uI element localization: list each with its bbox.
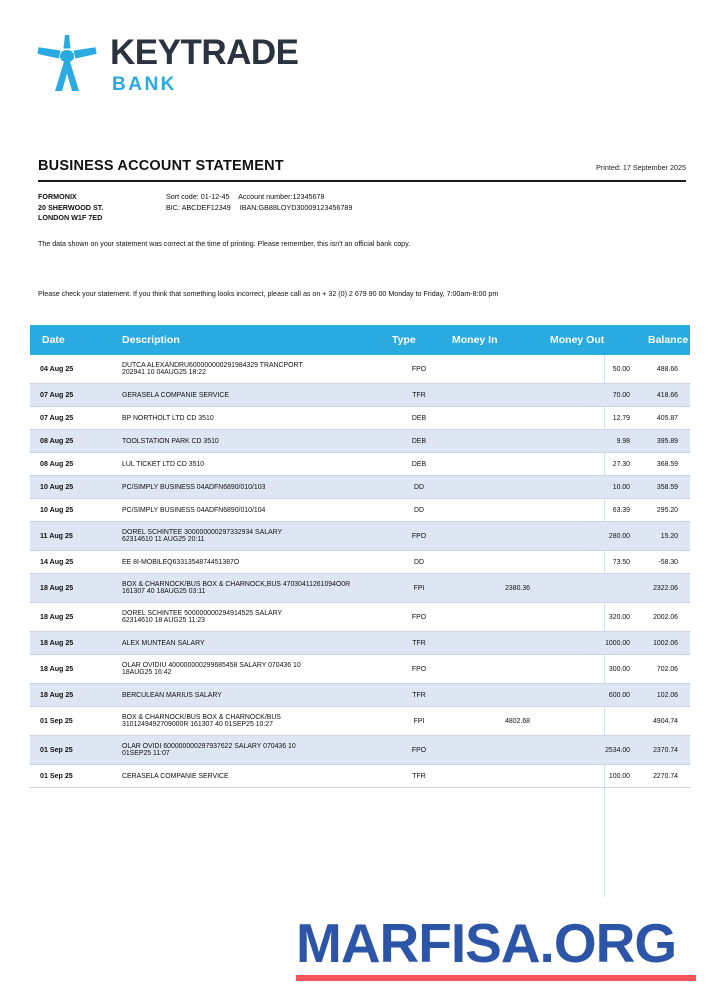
cell-money-out: 10.00	[544, 476, 648, 499]
cell-type: DD	[392, 476, 446, 499]
cell-money-out: 12.79	[544, 407, 648, 430]
brand-header-band	[0, 0, 332, 144]
description-line-1: ALEX MUNTEAN SALARY	[122, 639, 205, 647]
holder-address-line2: LONDON W1F 7ED	[38, 213, 103, 223]
title-divider	[38, 180, 686, 182]
watermark-text: MARFISA.ORG	[296, 912, 677, 974]
cell-type: FPO	[392, 736, 446, 765]
cell-date: 08 Aug 25	[30, 430, 114, 453]
table-header-row	[30, 325, 690, 355]
description-line-1: BOX & CHARNOCK/BUS BOX & CHARNOCK,BUS 47030411261094O0R	[122, 581, 351, 588]
cell-money-out: 100.00	[544, 765, 648, 788]
cell-date: 18 Aug 25	[30, 632, 114, 655]
holder-name: FORMONIX	[38, 192, 77, 201]
column-header-description: Description	[114, 325, 392, 355]
table-row	[30, 603, 690, 632]
cell-money-in	[446, 522, 544, 551]
cell-description	[114, 551, 392, 574]
table-row	[30, 551, 690, 574]
cell-balance: 368.59	[648, 453, 690, 476]
cell-balance: 1002.06	[648, 632, 690, 655]
description-line-1: CERASELA COMPANIE SERVICE	[122, 772, 229, 780]
cell-money-in	[446, 765, 544, 788]
site-watermark	[296, 912, 708, 981]
sort-code: Sort code: 01-12-45	[166, 192, 230, 201]
description-line-1: DOREL SCHINTEE 300000000297332934 SALARY	[122, 529, 283, 536]
column-header-money-out: Money Out	[544, 325, 648, 355]
transactions-table-head	[30, 325, 690, 355]
cell-date: 01 Sep 25	[30, 736, 114, 765]
table-row	[30, 407, 690, 430]
description-line-2: 18AUG25 16:42	[122, 669, 172, 676]
cell-money-in	[446, 603, 544, 632]
cell-description	[114, 476, 392, 499]
cell-date: 18 Aug 25	[30, 603, 114, 632]
description-line-1: BP NORTHOLT LTD CD 3510	[122, 414, 214, 422]
table-row	[30, 707, 690, 736]
cell-description	[114, 407, 392, 430]
description-line-1: OLAR OVIDIU 400000000299685458 SALARY 070436 10	[122, 662, 301, 669]
description-line-1: LUL TICKET LTD CD 3510	[122, 460, 205, 468]
cell-balance: 702.06	[648, 655, 690, 684]
cell-money-out: 320.00	[544, 603, 648, 632]
cell-date: 11 Aug 25	[30, 522, 114, 551]
description-line-2: 62314610 18 AUG25 11:23	[122, 617, 206, 624]
account-number: Account number:12345678	[238, 192, 325, 201]
description-line-1: PC/SIMPLY BUSINESS 04ADFN6890/010/104	[122, 506, 266, 514]
cell-balance: 102.06	[648, 684, 690, 707]
description-line-1: DOREL SCHINTEE 500000000294914525 SALARY	[122, 610, 283, 617]
cell-money-in	[446, 407, 544, 430]
description-line-1: PC/SIMPLY BUSINESS 04ADFN6890/010/103	[122, 483, 266, 491]
table-row	[30, 453, 690, 476]
table-row	[30, 765, 690, 788]
cell-date: 01 Sep 25	[30, 765, 114, 788]
cell-money-out: 280.00	[544, 522, 648, 551]
printed-date: Printed: 17 September 2025	[596, 163, 686, 172]
cell-description	[114, 765, 392, 788]
cell-date: 04 Aug 25	[30, 355, 114, 384]
cell-type: FPO	[392, 522, 446, 551]
cell-money-in	[446, 355, 544, 384]
cell-description	[114, 603, 392, 632]
brand-logo	[34, 33, 299, 95]
cell-type: FPO	[392, 603, 446, 632]
cell-money-out: 70.00	[544, 384, 648, 407]
brand-name: KEYTRADE	[110, 32, 299, 72]
cell-type: DD	[392, 551, 446, 574]
cell-date: 18 Aug 25	[30, 574, 114, 603]
cell-type: FPI	[392, 707, 446, 736]
cell-money-in: 4802.68	[446, 707, 544, 736]
description-line-2: 202941 10 04AUG25 18:22	[122, 369, 206, 376]
cell-type: DEB	[392, 453, 446, 476]
cell-date: 10 Aug 25	[30, 476, 114, 499]
table-row	[30, 476, 690, 499]
cell-description	[114, 655, 392, 684]
description-line-1: EE 8I-MOBILEQ6331354874451387O	[122, 558, 240, 566]
cell-balance: 15.20	[648, 522, 690, 551]
description-line-1: BOX & CHARNOCK/BUS BOX & CHARNOCK/BUS	[122, 714, 281, 721]
cell-date: 08 Aug 25	[30, 453, 114, 476]
cell-description	[114, 453, 392, 476]
cell-balance: 358.59	[648, 476, 690, 499]
cell-money-out: 63.39	[544, 499, 648, 522]
cell-type: FPO	[392, 355, 446, 384]
watermark-underline	[296, 975, 696, 981]
cell-money-out: 73.50	[544, 551, 648, 574]
description-line-1: GERASELA COMPANIE SERVICE	[122, 391, 229, 399]
holder-address-line1: 20 SHERWOOD ST.	[38, 202, 104, 212]
description-line-2: 3101249492709000R 161307 40 01SEP25 10:27	[122, 721, 273, 728]
description-line-2: 161307 40 18AUG25 03:11	[122, 588, 206, 595]
table-row	[30, 384, 690, 407]
disclaimer-note-2: Please check your statement. If you think that something looks incorrect, please call as on + 32 (0) 2 679 90 00 Monday to Friday, 7:00am-8:00 pm	[38, 290, 499, 298]
cell-money-out	[544, 707, 648, 736]
cell-date: 01 Sep 25	[30, 707, 114, 736]
table-row	[30, 684, 690, 707]
cell-balance: 405.87	[648, 407, 690, 430]
description-line-2: 01SEP25 11:07	[122, 750, 170, 757]
cell-date: 10 Aug 25	[30, 499, 114, 522]
cell-date: 14 Aug 25	[30, 551, 114, 574]
cell-type: FPO	[392, 655, 446, 684]
cell-balance: 418.66	[648, 384, 690, 407]
cell-description	[114, 499, 392, 522]
cell-date: 18 Aug 25	[30, 684, 114, 707]
cell-balance: 2370.74	[648, 736, 690, 765]
cell-money-in	[446, 476, 544, 499]
cell-balance: -58.30	[648, 551, 690, 574]
statement-title-row	[38, 158, 686, 174]
cell-money-in	[446, 499, 544, 522]
bic-code: BIC: ABCDEF12349	[166, 202, 231, 212]
table-row	[30, 499, 690, 522]
cell-description	[114, 574, 392, 603]
table-row	[30, 632, 690, 655]
brand-subname: BANK	[112, 73, 177, 95]
cell-money-in	[446, 384, 544, 407]
description-line-1: BERCULEAN MARIUS SALARY	[122, 691, 222, 699]
account-details-line2	[166, 203, 359, 214]
cell-description	[114, 736, 392, 765]
cell-date: 18 Aug 25	[30, 655, 114, 684]
cell-money-in	[446, 684, 544, 707]
cell-type: DD	[392, 499, 446, 522]
cell-money-in	[446, 736, 544, 765]
column-header-type: Type	[392, 325, 446, 355]
cell-money-out: 300.00	[544, 655, 648, 684]
cell-type: TFR	[392, 384, 446, 407]
cell-money-in	[446, 551, 544, 574]
cell-balance: 2322.06	[648, 574, 690, 603]
cell-balance: 395.89	[648, 430, 690, 453]
iban-code: IBAN:GB88LOYD30009123456789	[239, 202, 353, 212]
table-row	[30, 522, 690, 551]
account-holder-address	[38, 192, 103, 224]
cell-description	[114, 355, 392, 384]
cell-description	[114, 384, 392, 407]
table-row	[30, 655, 690, 684]
cell-money-out: 50.00	[544, 355, 648, 384]
description-line-1: TOOLSTATION PARK CD 3510	[122, 437, 219, 445]
cell-money-out: 1000.00	[544, 632, 648, 655]
cell-description	[114, 707, 392, 736]
cell-balance: 4904.74	[648, 707, 690, 736]
keytrade-star-figure-icon	[34, 33, 100, 95]
cell-type: FPI	[392, 574, 446, 603]
cell-balance: 2270.74	[648, 765, 690, 788]
cell-description	[114, 522, 392, 551]
cell-money-in	[446, 430, 544, 453]
cell-balance: 2002.06	[648, 603, 690, 632]
cell-balance: 488.66	[648, 355, 690, 384]
cell-money-in	[446, 453, 544, 476]
description-line-2: 62314610 11 AUG25 20:11	[122, 536, 205, 543]
transactions-table	[30, 325, 690, 788]
cell-money-out: 2534.00	[544, 736, 648, 765]
cell-money-in	[446, 655, 544, 684]
cell-type: DEB	[392, 407, 446, 430]
cell-money-out: 600.00	[544, 684, 648, 707]
account-details	[166, 192, 359, 213]
brand-wordmark	[110, 32, 299, 95]
cell-date: 07 Aug 25	[30, 407, 114, 430]
cell-date: 07 Aug 25	[30, 384, 114, 407]
description-line-1: DUTCA ALEXANDRU600000000291984329 TRANCPORT	[122, 362, 303, 369]
column-header-date: Date	[30, 325, 114, 355]
cell-type: TFR	[392, 684, 446, 707]
cell-money-out: 27.30	[544, 453, 648, 476]
cell-money-in: 2380.36	[446, 574, 544, 603]
table-row	[30, 355, 690, 384]
page-title: BUSINESS ACCOUNT STATEMENT	[38, 158, 284, 174]
cell-description	[114, 632, 392, 655]
account-details-line1	[166, 192, 359, 203]
table-row	[30, 430, 690, 453]
table-row	[30, 736, 690, 765]
cell-description	[114, 430, 392, 453]
column-header-balance: Balance	[648, 325, 690, 355]
cell-money-out: 9.98	[544, 430, 648, 453]
cell-description	[114, 684, 392, 707]
cell-type: TFR	[392, 765, 446, 788]
description-line-1: OLAR OVIDI 600000000297937622 SALARY 070436 10	[122, 743, 296, 750]
transactions-table-body	[30, 355, 690, 788]
cell-balance: 295.20	[648, 499, 690, 522]
column-header-money-in: Money In	[446, 325, 544, 355]
cell-money-out	[544, 574, 648, 603]
cell-type: TFR	[392, 632, 446, 655]
cell-type: DEB	[392, 430, 446, 453]
table-row	[30, 574, 690, 603]
disclaimer-note-1: The data shown on your statement was correct at the time of printing. Please remember, this isn't an official bank copy.	[38, 240, 411, 248]
cell-money-in	[446, 632, 544, 655]
